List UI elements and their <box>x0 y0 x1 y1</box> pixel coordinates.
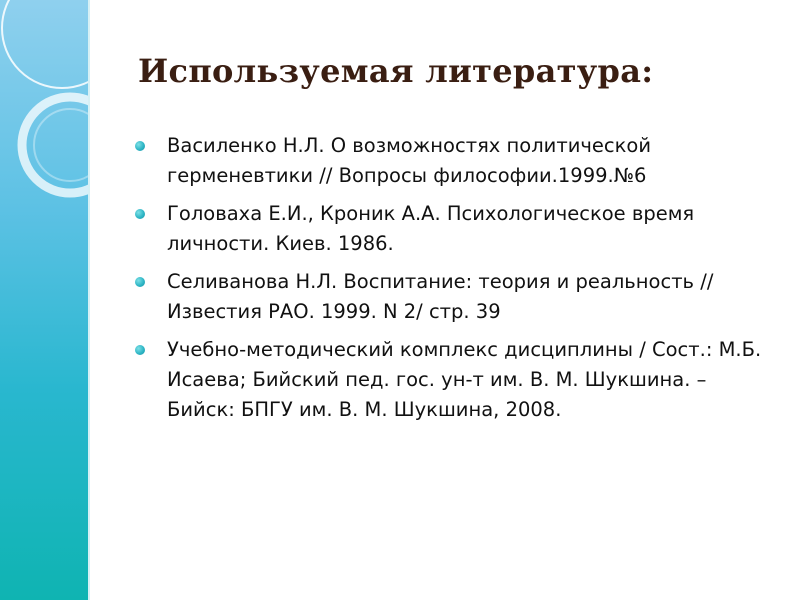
reference-text: Учебно-методический комплекс дисциплины / Сост.: М.Б. Исаева; Бийский пед. гос. ун-т им. В. М. Шукшина. – Бийск: БПГУ им. В. М. Шукшина, 2008. <box>167 338 762 421</box>
reference-text: Василенко Н.Л. О возможностях политической герменевтики // Вопросы философии.1999.№6 <box>167 134 652 187</box>
decorative-side-panel <box>0 0 88 600</box>
decorative-circles <box>0 0 88 600</box>
reference-list <box>130 131 770 433</box>
reference-text: Головаха Е.И., Кроник А.А. Психологическое время личности. Киев. 1986. <box>167 202 695 255</box>
reference-item <box>130 267 770 327</box>
bullet-icon <box>135 345 145 355</box>
reference-item <box>130 335 770 425</box>
panel-divider <box>88 0 90 600</box>
reference-text: Селиванова Н.Л. Воспитание: теория и реальность // Известия РАО. 1999. N 2/ стр. 39 <box>167 270 714 323</box>
bullet-icon <box>135 141 145 151</box>
reference-item <box>130 131 770 191</box>
bullet-icon <box>135 277 145 287</box>
reference-item <box>130 199 770 259</box>
slide-title: Используемая литература: <box>138 52 654 90</box>
bullet-icon <box>135 209 145 219</box>
